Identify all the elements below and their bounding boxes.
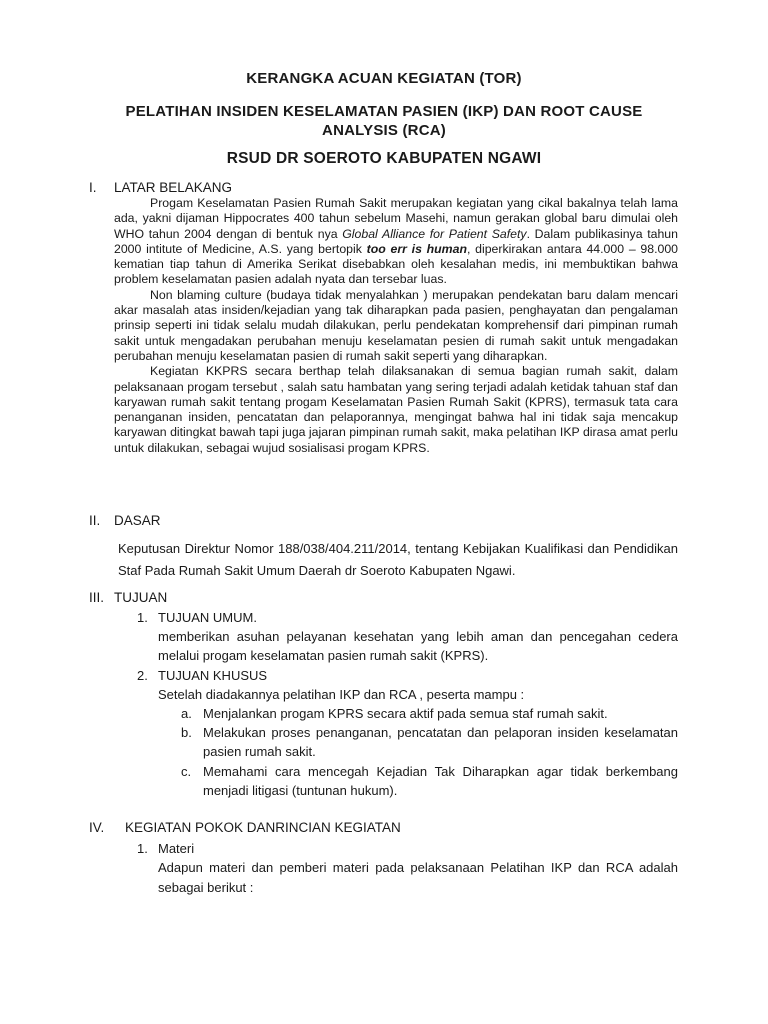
section-title: TUJUAN bbox=[114, 590, 168, 605]
tujuan-khusus-item-c-text: Memahami cara mencegah Kejadian Tak Diharapkan agar tidak berkembang menjadi litigasi (tuntunan hukum). bbox=[203, 764, 678, 798]
doc-title: KERANGKA ACUAN KEGIATAN (TOR) bbox=[246, 70, 522, 87]
item-letter: a. bbox=[181, 706, 192, 721]
paragraph-text: Progam Keselamatan Pasien Rumah Sakit merupakan kegiatan yang cikal bakalnya telah lama ada, yakni dijaman Hippocrates 400 tahun sebelum Masehi, namun gerakan global baru dimulai oleh WHO tahun 2004 dengan di bentuk nya bbox=[114, 196, 678, 241]
paragraph-2: Non blaming culture (budaya tidak menyalahkan ) merupakan pendekatan baru dalam mencari akar masalah atas insiden/kejadian yang tak diharapkan pada pasien, penghayatan dan pengalaman prinsip seperti ini tidak selalu mudah dilakukan, perlu pendekatan komprehensif dari pimpinan rumah sakit untuk mengadakan perubahan menuju keselamatan pesien di rumah sakit untuk mengadakan perubahan menuju keselamatan pasien di rumah sakit seperti yang diharapkan. bbox=[114, 287, 678, 363]
materi-text: Adapun materi dan pemberi materi pada pelaksanaan Pelatihan IKP dan RCA adalah sebagai berikut : bbox=[158, 860, 678, 895]
tujuan-khusus-intro: Setelah diadakannya pelatihan IKP dan RCA , peserta mampu : bbox=[158, 687, 525, 702]
dasar-text: Keputusan Direktur Nomor 188/038/404.211/2014, tentang Kebijakan Kualifikasi dan Pendidikan Staf Pada Rumah Sakit Umum Daerah dr Soeroto Kabupaten Ngawi. bbox=[118, 541, 678, 578]
section-number: IV. bbox=[89, 820, 105, 835]
item-number: 1. bbox=[137, 841, 148, 856]
tujuan-umum-text: memberikan asuhan pelayanan kesehatan yang lebih aman dan pencegahan cedera melalui progam keselamatan pasien rumah sakit (KPRS). bbox=[158, 629, 678, 663]
item-letter: b. bbox=[181, 725, 192, 740]
item-letter: c. bbox=[181, 764, 192, 779]
tujuan-khusus-item-b bbox=[181, 723, 192, 742]
section-title: KEGIATAN POKOK DANRINCIAN KEGIATAN bbox=[125, 820, 401, 835]
tujuan-khusus-heading bbox=[137, 666, 268, 685]
paragraph-1 bbox=[114, 196, 678, 288]
section-number: III. bbox=[89, 590, 105, 605]
section-number: II. bbox=[89, 513, 101, 528]
item-title: TUJUAN KHUSUS bbox=[158, 668, 268, 683]
item-title: Materi bbox=[158, 841, 195, 856]
doc-institution: RSUD DR SOEROTO KABUPATEN NGAWI bbox=[226, 150, 542, 167]
section-title: LATAR BELAKANG bbox=[114, 180, 233, 195]
item-title: TUJUAN UMUM. bbox=[158, 610, 257, 625]
italic-term: Global Alliance for Patient Safety bbox=[342, 226, 527, 241]
paragraph-text: , diperkirakan antara 44.000 – 98.000 kematian tiap tahun di Amerika Serikat disebabkan oleh kesalahan medis, ini membuktikan bahwa problem keselamatan pasien adalah nyata dan tersebar luas. bbox=[114, 241, 679, 287]
materi-heading bbox=[137, 839, 195, 858]
item-number: 2. bbox=[137, 668, 148, 683]
paragraph-text: . Dalam publikasinya tahun 2000 intitute of Medicine, A.S. yang bertopik bbox=[114, 226, 678, 256]
paragraph-3: Kegiatan KKPRS secara berthap telah dilaksanakan di semua bagian rumah sakit, dalam pelaksanaan progam tersebut , salah satu hambatan yang sering terjadi adalah ketidak tahuan staf dan karyawan rumah sakit tentang progam Keselamatan Pasien Rumah Sakit (KPRS), termasuk tata cara penanganan insiden, pencatatan dan pelaporannya, mengingat bahwa hal ini tidak saja mencakup karyawan ditingkat bawah tapi juga jajaran pimpinan rumah sakit, maka pelatihan IKP dirasa amat perlu untuk dilakukan, sebagai wujud sosialisasi progam KPRS. bbox=[114, 364, 678, 455]
tujuan-umum-heading bbox=[137, 608, 257, 627]
tujuan-khusus-item-a-text: Menjalankan progam KPRS secara aktif pada semua staf rumah sakit. bbox=[203, 706, 608, 721]
section-number: I. bbox=[89, 180, 97, 195]
bold-italic-term: too err is human bbox=[366, 241, 467, 256]
tujuan-khusus-item-b-text: Melakukan proses penanganan, pencatatan dan pelaporan insiden keselamatan pasien rumah sakit. bbox=[203, 725, 678, 759]
doc-subtitle: PELATIHAN INSIDEN KESELAMATAN PASIEN (IKP) DAN ROOT CAUSE ANALYSIS (RCA) bbox=[125, 103, 643, 139]
tujuan-khusus-item-a bbox=[181, 704, 192, 723]
latar-belakang-body bbox=[114, 196, 678, 456]
item-number: 1. bbox=[137, 610, 148, 625]
tujuan-khusus-item-c bbox=[181, 762, 191, 781]
section-title: DASAR bbox=[114, 513, 161, 528]
